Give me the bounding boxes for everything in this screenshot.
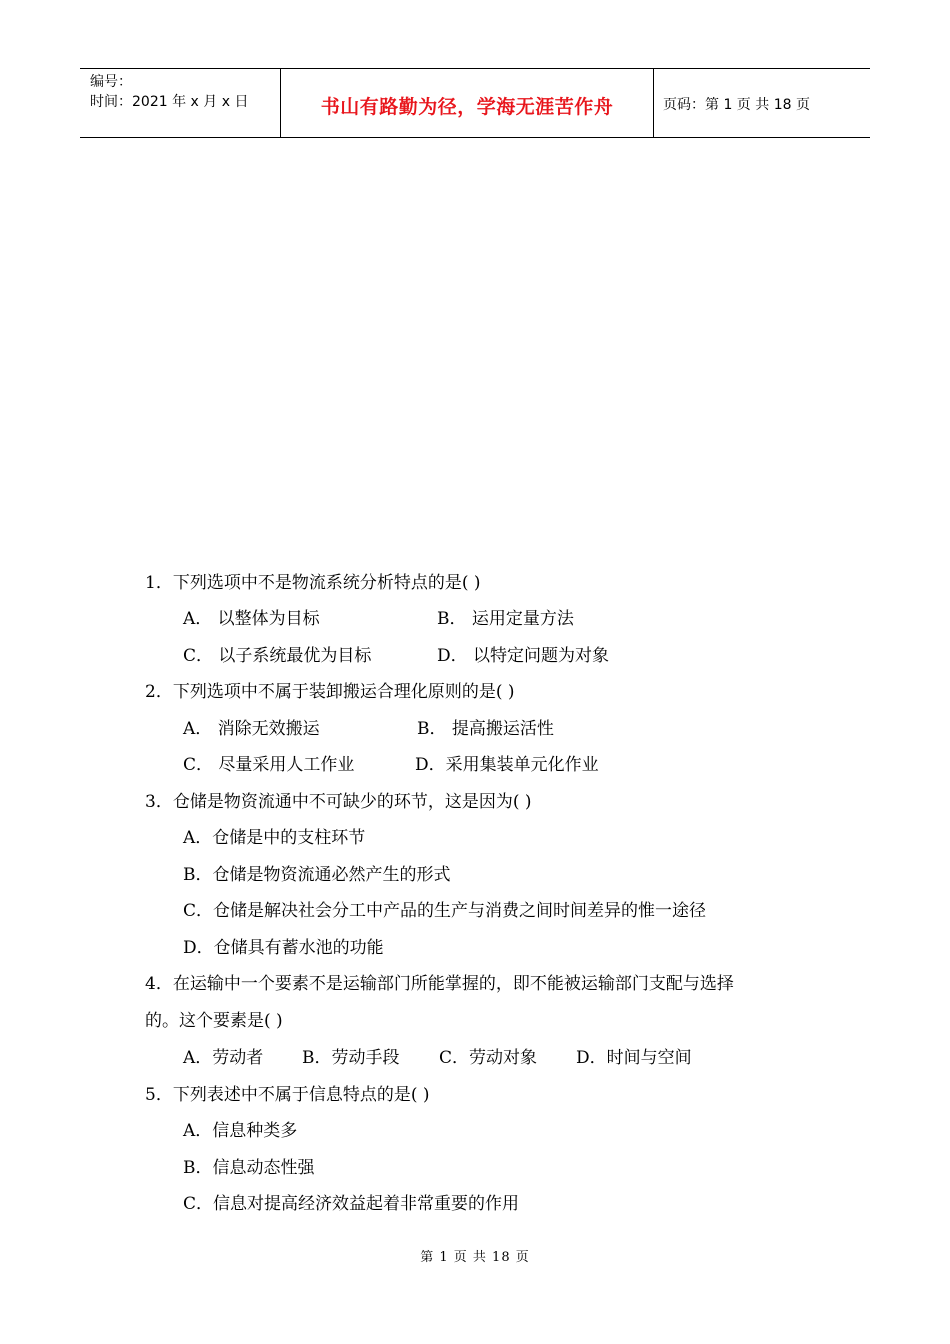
question-3-stem: 3．仓储是物资流通中不可缺少的环节，这是因为( ) — [145, 792, 532, 812]
question-3-option-b: B．仓储是物资流通必然产生的形式 — [183, 865, 451, 885]
question-4-option-b: B．劳动手段 — [302, 1048, 400, 1068]
question-1-option-a: A． 以整体为目标 — [183, 609, 320, 629]
question-4-option-a: A．劳动者 — [183, 1048, 264, 1068]
question-5-option-c: C．信息对提高经济效益起着非常重要的作用 — [183, 1194, 520, 1214]
question-3-option-d: D．仓储具有蓄水池的功能 — [183, 938, 384, 958]
document-time-label: 时间：2021 年 x 月 x 日 — [90, 94, 249, 110]
question-1-option-b: B． 运用定量方法 — [437, 609, 574, 629]
question-2-option-b: B． 提高搬运活性 — [417, 719, 554, 739]
question-4-option-d: D．时间与空间 — [576, 1048, 692, 1068]
header-right-cell — [653, 69, 870, 137]
page-header — [80, 68, 870, 138]
question-4-stem-line-2: 的。这个要素是( ) — [145, 1011, 283, 1031]
question-2-option-c: C． 尽量采用人工作业 — [183, 755, 355, 775]
question-1-stem: 1．下列选项中不是物流系统分析特点的是( ) — [145, 573, 481, 593]
question-5-option-b: B．信息动态性强 — [183, 1158, 315, 1178]
header-motto: 书山有路勤为径，学海无涯苦作舟 — [320, 96, 614, 118]
header-motto-cell — [280, 69, 654, 137]
question-2-option-d: D．采用集装单元化作业 — [415, 755, 599, 775]
header-left-cell — [80, 69, 280, 137]
document-number-label: 编号： — [90, 74, 132, 90]
question-2-option-a: A． 消除无效搬运 — [183, 719, 320, 739]
question-1-option-d: D． 以特定问题为对象 — [437, 646, 610, 666]
question-5-stem: 5．下列表述中不属于信息特点的是( ) — [145, 1085, 430, 1105]
question-3-option-c: C．仓储是解决社会分工中产品的生产与消费之间时间差异的惟一途径 — [183, 901, 707, 921]
header-page-info: 页码：第 1 页 共 18 页 — [663, 97, 810, 113]
question-4-option-c: C．劳动对象 — [439, 1048, 538, 1068]
question-3-option-a: A．仓储是中的支柱环节 — [183, 828, 366, 848]
question-1-option-c: C． 以子系统最优为目标 — [183, 646, 372, 666]
question-4-stem-line-1: 4．在运输中一个要素不是运输部门所能掌握的，即不能被运输部门支配与选择 — [145, 974, 734, 994]
question-5-option-a: A．信息种类多 — [183, 1121, 298, 1141]
page-footer: 第 1 页 共 18 页 — [420, 1250, 530, 1265]
question-2-stem: 2．下列选项中不属于装卸搬运合理化原则的是( ) — [145, 682, 515, 702]
